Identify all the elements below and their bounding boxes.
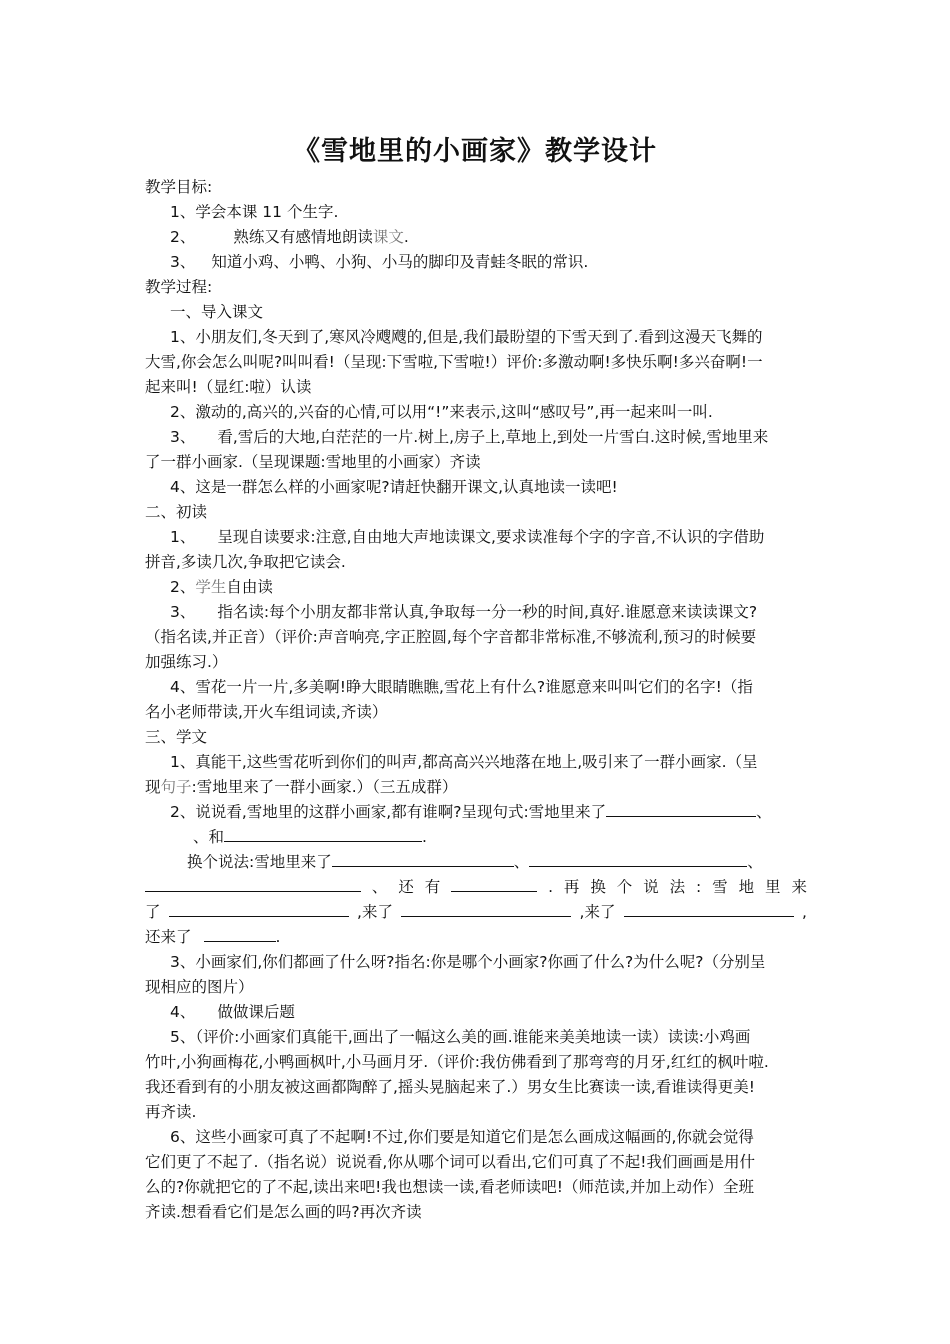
paragraph-line: 1、真能干,这些雪花听到你们的叫声,都高高兴兴地落在地上,吸引来了一群小画家.（呈 [170, 753, 758, 771]
goal-text: 知道小鸡、小鸭、小狗、小马的脚印及青蛙冬眠的常识. [211, 253, 589, 271]
paragraph-line [145, 1000, 807, 1025]
paragraph-text: 、 [513, 853, 530, 871]
section-heading: 三、学文 [145, 728, 208, 746]
paragraph-char: 还 [398, 878, 414, 896]
paragraph-line: （指名读,并正音）（评价:声音响亮,字正腔圆,每个字音都非常标准,不够流利,预习的时候要 [145, 628, 757, 646]
paragraph-line [145, 900, 807, 925]
paragraph-line: 4、这是一群怎么样的小画家呢?请赶快翻开课文,认真地读一读吧! [170, 478, 618, 496]
fill-blank [624, 900, 794, 917]
paragraph-line: 2、激动的,高兴的,兴奋的心情,可以用“!”来表示,这叫“感叹号”,再一起来叫一叫. [170, 403, 713, 421]
paragraph-text: 、 [756, 803, 772, 821]
paragraph-text: 指名读:每个小朋友都非常认真,争取每一分一秒的时间,真好.谁愿意来读读课文? [217, 603, 758, 621]
paragraph-line [145, 925, 807, 950]
fill-blank [145, 875, 361, 892]
paragraph-line: 它们更了不起了.（指名说）说说看,你从哪个词可以看出,它们可真了不起!我们画画是用什 [145, 1153, 755, 1171]
paragraph-text: 现 [145, 778, 161, 796]
paragraph-char: 有 [424, 878, 441, 896]
paragraph-line: 3、小画家们,你们都画了什么呀?指名:你是哪个小画家?你画了什么?为什么呢?（分别呈 [170, 953, 766, 971]
paragraph-char: 来 [791, 878, 807, 896]
paragraph-line: 5、（评价:小画家们真能干,画出了一幅这么美的画.谁能来美美地读一读）读读:小鸡画 [170, 1028, 751, 1046]
section-heading: 二、初读 [145, 503, 208, 521]
paragraph-line: 6、这些小画家可真了不起啊!不过,你们要是知道它们是怎么画成这幅画的,你就会觉得 [170, 1128, 754, 1146]
paragraph-char: 里 [765, 878, 781, 896]
paragraph-char: 法 [669, 878, 686, 896]
item-number: 1、 [170, 528, 196, 546]
paragraph-text: 还来了 [145, 928, 192, 946]
paragraph-text: 看,雪后的大地,白茫茫的一片.树上,房子上,草地上,到处一片雪白.这时候,雪地里来 [217, 428, 769, 446]
goal-item [145, 225, 807, 250]
paragraph-line [145, 800, 807, 825]
section-heading: 一、导入课文 [170, 303, 264, 321]
paragraph-text: , [801, 903, 807, 921]
fill-blank [606, 800, 756, 817]
paragraph-line [145, 875, 807, 900]
paragraph-text: 2、说说看,雪地里的这群小画家,都有谁啊?呈现句式:雪地里来了 [170, 803, 607, 821]
paragraph-line: 现相应的图片） [145, 978, 254, 996]
paragraph-char: : [696, 878, 702, 896]
fill-blank [204, 925, 276, 942]
teaching-goals [145, 175, 807, 1225]
paragraph-line [145, 425, 807, 450]
goal-number: 2、 [170, 228, 196, 246]
paragraph-char: 换 [590, 878, 606, 896]
process-heading: 教学过程: [145, 278, 213, 296]
item-number: 3、 [170, 428, 196, 446]
paragraph-line: 1、小朋友们,冬天到了,寒风冷飕飕的,但是,我们最盼望的下雪天到了.看到这漫天飞舞的 [170, 328, 763, 346]
paragraph-char: 再 [563, 878, 580, 896]
paragraph-text: . [275, 928, 281, 946]
paragraph-line: 齐读.想看看它们是怎么画的吗?再次齐读 [145, 1203, 422, 1221]
paragraph-text: 自由读 [226, 578, 273, 596]
paragraph-char: 地 [738, 878, 755, 896]
paragraph-char: 、 [371, 878, 388, 896]
paragraph-line [145, 775, 807, 800]
paragraph-char: . [548, 878, 554, 896]
paragraph-text: 、和 [193, 828, 225, 846]
paragraph-text: 换个说法:雪地里来了 [187, 853, 332, 871]
paragraph-text: ,来了 [579, 903, 616, 921]
document-title: 《雪地里的小画家》教学设计 [293, 136, 657, 167]
paragraph-text: 了 [145, 903, 161, 921]
paragraph-line: 我还看到有的小朋友被这画都陶醉了,摇头晃脑起来了.）男女生比赛读一读,看谁读得更美! [145, 1078, 755, 1096]
paragraph-text: ,来了 [357, 903, 393, 921]
paragraph-char: 说 [643, 878, 659, 896]
paragraph-text: 、 [747, 853, 763, 871]
paragraph-line [145, 525, 807, 550]
fill-blank [169, 900, 349, 917]
paragraph-text: 做做课后题 [217, 1003, 295, 1021]
paragraph-line [145, 825, 807, 850]
paragraph-char: 雪 [712, 878, 728, 896]
paragraph-text: :雪地里来了一群小画家.）（三五成群） [191, 778, 458, 796]
paragraph-line: 再齐读. [145, 1103, 197, 1121]
paragraph-line [145, 600, 807, 625]
paragraph-line: 起来叫!（显红:啦）认读 [145, 378, 312, 396]
paragraph-char: 个 [616, 878, 633, 896]
paragraph-text: . [422, 828, 427, 846]
goals-heading: 教学目标: [145, 178, 213, 196]
fill-blank [332, 850, 514, 867]
goal-text: . [403, 228, 409, 246]
goal-text: 熟练又有感情地朗读 [233, 228, 373, 246]
paragraph-text-gray: 学生 [195, 578, 227, 596]
paragraph-text: 呈现自读要求:注意,自由地大声地读课文,要求读准每个字的字音,不认识的字借助 [217, 528, 765, 546]
item-number: 4、 [170, 1003, 196, 1021]
paragraph-line: 大雪,你会怎么叫呢?叫叫看!（呈现:下雪啦,下雪啦!）评价:多激动啊!多快乐啊!多兴奋啊!一 [145, 353, 763, 371]
fill-blank [401, 900, 571, 917]
fill-blank [529, 850, 747, 867]
paragraph-line: 么的?你就把它的了不起,读出来吧!我也想读一读,看老师读吧!（师范读,并加上动作）全班 [145, 1178, 754, 1196]
paragraph-line: 4、雪花一片一片,多美啊!睁大眼睛瞧瞧,雪花上有什么?谁愿意来叫叫它们的名字!（指 [170, 678, 753, 696]
fill-blank [224, 825, 422, 842]
paragraph-text-gray: 句子 [160, 778, 192, 796]
paragraph-line: 名小老师带读,开火车组词读,齐读） [145, 703, 388, 721]
paragraph-line: 加强练习.） [145, 653, 228, 671]
item-number: 2、 [170, 578, 196, 596]
paragraph-line: 竹叶,小狗画梅花,小鸭画枫叶,小马画月牙.（评价:我仿佛看到了那弯弯的月牙,红红的枫叶啦. [145, 1053, 769, 1071]
fill-blank [451, 875, 537, 892]
paragraph-line: 拼音,多读几次,争取把它读会. [145, 553, 346, 571]
goal-text-gray: 课文 [372, 228, 404, 246]
paragraph-line [145, 575, 807, 600]
paragraph-line [145, 850, 807, 875]
goal-item: 1、学会本课 11 个生字. [170, 203, 339, 221]
paragraph-line: 了一群小画家.（呈现课题:雪地里的小画家）齐读 [145, 453, 481, 471]
goal-number: 3、 [170, 253, 196, 271]
item-number: 3、 [170, 603, 196, 621]
goal-item [145, 250, 807, 275]
